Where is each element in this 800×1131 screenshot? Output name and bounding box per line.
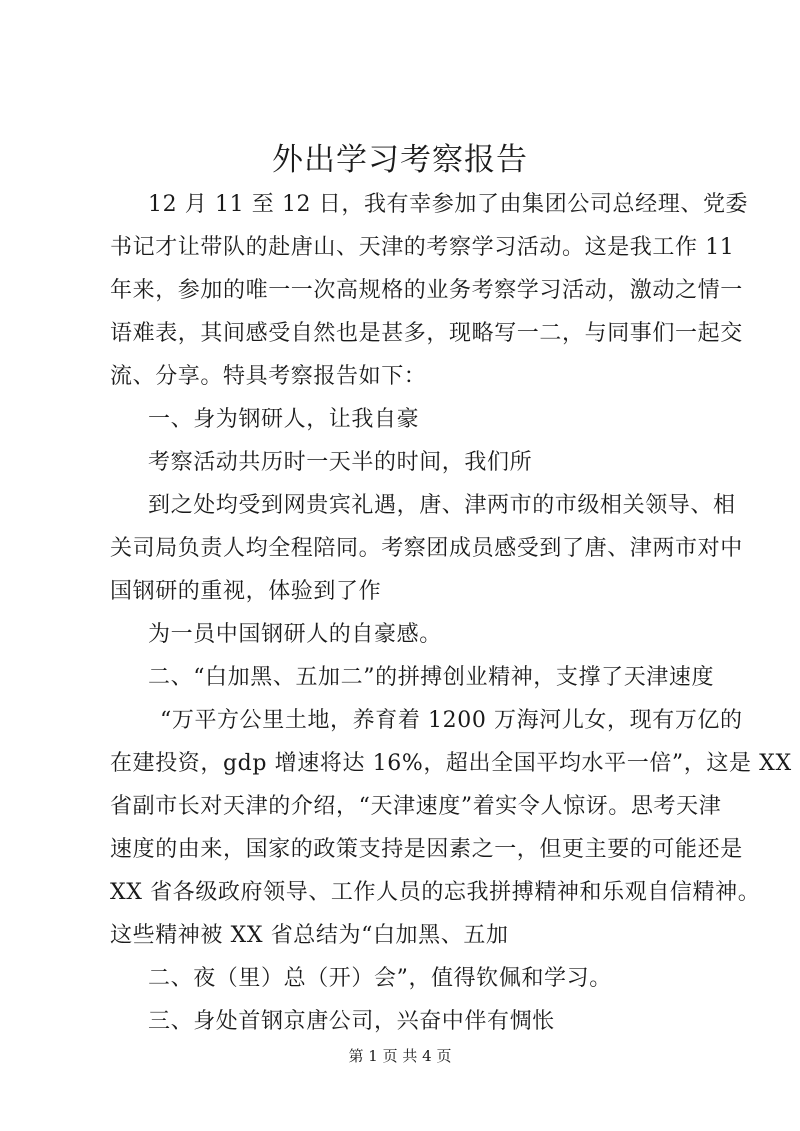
paragraph-line: 速度的由来，国家的政策支持是因素之一，但更主要的可能还是 <box>110 837 743 862</box>
paragraph-line: 国钢研的重视，体验到了作 <box>110 579 382 604</box>
paragraph-line: 二、夜（里）总（开）会”，值得钦佩和学习。 <box>148 966 612 991</box>
section-heading: 三、身处首钢京唐公司，兴奋中伴有惆怅 <box>148 1009 555 1034</box>
paragraph-line: 在建投资，gdp 增速将达 16%，超出全国平均水平一倍”，这是 XX <box>110 751 792 776</box>
section-heading: 一、身为钢研人，让我自豪 <box>148 407 420 432</box>
paragraph-line: 书记才让带队的赴唐山、天津的考察学习活动。这是我工作 11 <box>110 235 735 260</box>
paragraph-line: 语难表，其间感受自然也是甚多，现略写一二，与同事们一起交 <box>110 321 743 346</box>
section-heading: 二、“白加黑、五加二”的拼搏创业精神，支撑了天津速度 <box>148 665 715 690</box>
paragraph-line: 到之处均受到网贵宾礼遇，唐、津两市的市级相关领导、相 <box>148 493 736 518</box>
paragraph-line: 考察活动共历时一天半的时间，我们所 <box>148 450 533 475</box>
paragraph-line: 关司局负责人均全程陪同。考察团成员感受到了唐、津两市对中 <box>110 536 743 561</box>
paragraph-line: 年来，参加的唯一一次高规格的业务考察学习活动，激动之情一 <box>110 278 743 303</box>
document-title: 外出学习考察报告 <box>272 142 528 178</box>
paragraph-line: 流、分享。特具考察报告如下： <box>110 364 427 389</box>
paragraph-line: XX 省各级政府领导、工作人员的忘我拼搏精神和乐观自信精神。 <box>110 880 761 905</box>
page-footer: 第 1 页 共 4 页 <box>348 1047 452 1065</box>
paragraph-line: 这些精神被 XX 省总结为“白加黑、五加 <box>110 923 509 948</box>
paragraph-line: 12 月 11 至 12 日，我有幸参加了由集团公司总经理、党委 <box>148 192 749 217</box>
paragraph-line: “万平方公里土地，养育着 1200 万海河儿女，现有万亿的 <box>160 708 743 733</box>
paragraph-line: 为一员中国钢研人的自豪感。 <box>148 622 442 647</box>
paragraph-line: 省副市长对天津的介绍，“天津速度”着实令人惊讶。思考天津 <box>110 794 722 819</box>
